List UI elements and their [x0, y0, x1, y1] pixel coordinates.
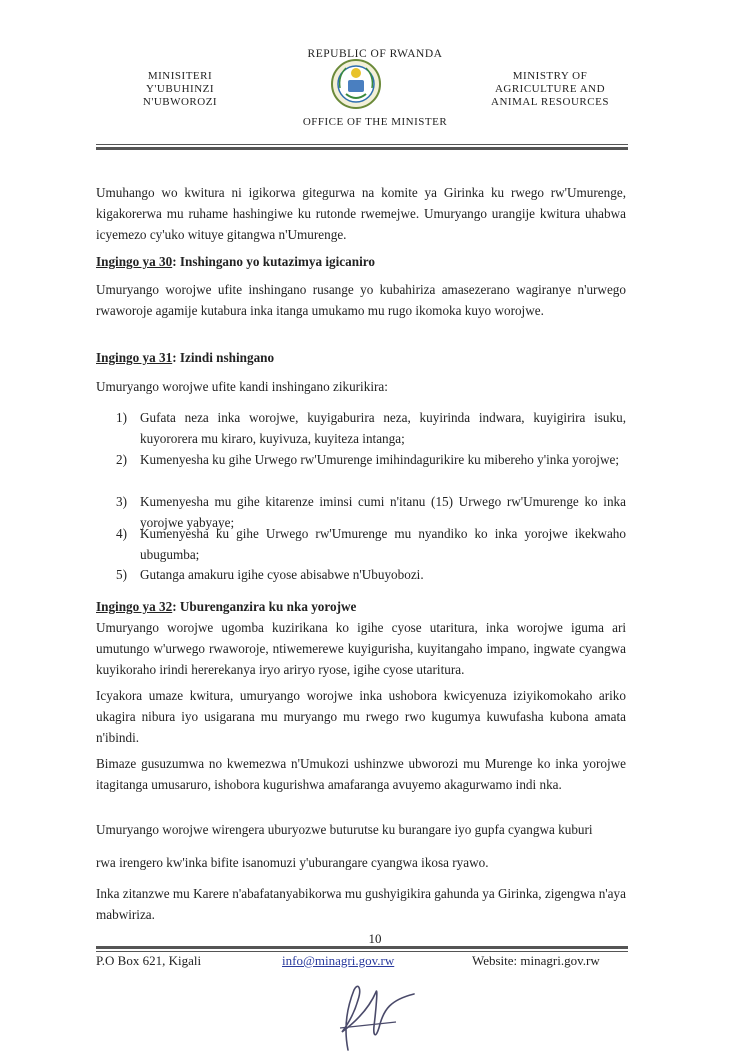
article-30-text: Umuryango worojwe ufite inshingano rusange yo kubahiriza amasezerano wagiranye n'urwego rwaworoje agamije kutabura inka itanga umukamo mu rugo ikomoka kuyo worojwe.	[96, 282, 626, 318]
list-item	[116, 564, 626, 585]
list-item-text: Kumenyesha ku gihe Urwego rw'Umurenge mu nyandiko ko inka yorojwe ikekwaho ubugumba;	[140, 526, 626, 562]
article-32-paragraph-1: Umuryango worojwe ugomba kuzirikana ko igihe cyose utaritura, inka worojwe iguma ari umutungo w'urwego rwaworoje, ntiwemerewe kuyigurisha, kuyitangaho impano, ingwate cyangwa kuyikoraho irindi hererekanya iryo ariryo ryose, igihe cyose utaritura.	[96, 620, 626, 677]
list-item-number: 2)	[116, 452, 127, 467]
list-item-number: 1)	[116, 410, 127, 425]
list-item-text: Gutanga amakuru igihe cyose abisabwe n'Ubuyobozi.	[140, 567, 424, 582]
article-32-title: : Uburenganzira ku nka yorojwe	[172, 599, 357, 614]
article-31-intro: Umuryango worojwe ufite kandi inshingano zikurikira:	[96, 379, 388, 394]
header-right-line: ANIMAL RESOURCES	[491, 96, 609, 108]
paragraph-intro: Umuhango wo kwitura ni igikorwa gitegurwa na komite ya Girinka ku rwego rw'Umurenge, kigakorerwa mu ruhame hashingiwe ku rutonde rwemejwe. Umuryango urangije kwitura uhabwa icyemezo cy'uko wituye gitangwa n'Umurenge.	[96, 185, 626, 242]
article-31-title: : Izindi nshingano	[172, 350, 275, 365]
footer-email-link[interactable]: info@minagri.gov.rw	[282, 953, 395, 968]
list-item-number: 4)	[116, 526, 127, 541]
list-item	[116, 407, 626, 449]
article-32-paragraph-2: Icyakora umaze kwitura, umuryango worojwe inka ushobora kwicyenuza iziyikomokaho ariko ukagira nibura iyo usigarana mu muryango mu rwego rwo kugumya kuwufasha kubona amata n'ibindi.	[96, 688, 626, 745]
header-republic: REPUBLIC OF RWANDA	[307, 48, 443, 60]
article-32-paragraph-6: Inka zitanzwe mu Karere n'abafatanyabikorwa mu gushyigikira gahunda ya Girinka, zigengwa n'aya mabwiriza.	[96, 886, 626, 922]
article-32-paragraph-5: rwa irengero kw'inka bifite isanomuzi y'uburangare cyangwa ikosa ryawo.	[96, 855, 489, 870]
list-item-number: 5)	[116, 567, 127, 582]
header-left-line: Y'UBUHINZI	[145, 83, 215, 95]
header-right-ministry	[470, 70, 630, 109]
list-item-text: Kumenyesha mu gihe kitarenze iminsi cumi n'itanu (15) Urwego rw'Umurenge ko inka yorojwe yabyaye;	[140, 494, 626, 530]
header-right-line: MINISTRY OF	[512, 70, 588, 82]
article-30-heading	[96, 254, 375, 270]
header-left-ministry	[110, 70, 250, 109]
header-rule-thin	[96, 144, 628, 145]
article-31-label: Ingingo ya 31	[96, 350, 173, 365]
article-30-label: Ingingo ya 30	[96, 254, 173, 269]
footer-pobox: P.O Box 621, Kigali	[96, 953, 202, 968]
list-item	[116, 523, 626, 565]
header-rule-thick	[96, 147, 628, 150]
article-31-heading	[96, 350, 274, 366]
footer-rule-thick	[96, 946, 628, 949]
list-item	[116, 449, 626, 470]
article-32-heading	[96, 599, 356, 615]
footer-rule-thin	[96, 951, 628, 952]
list-item-number: 3)	[116, 494, 127, 509]
rwanda-seal-icon	[330, 58, 382, 110]
page-number: 10	[368, 931, 382, 946]
list-item-text: Gufata neza inka worojwe, kuyigaburira neza, kuyirinda indwara, kuyigirira isuku, kuyororera mu kiraro, kuyivuza, kuyiteza intanga;	[140, 410, 626, 446]
header-office: OFFICE OF THE MINISTER	[302, 116, 448, 128]
header-right-line: AGRICULTURE AND	[494, 83, 606, 95]
handwritten-signature	[318, 980, 428, 1055]
article-32-paragraph-4: Umuryango worojwe wirengera uburyozwe buturutse ku burangare iyo gupfa cyangwa kuburi	[96, 822, 593, 837]
header-left-line: MINISITERI	[147, 70, 213, 82]
article-32-paragraph-3: Bimaze gusuzumwa no kwemezwa n'Umukozi ushinzwe ubworozi mu Murenge ko inka yorojwe itagitanga umusaruro, ishobora kugurishwa amafaranga avuyemo akagurwamo indi nka.	[96, 756, 626, 792]
footer-website: Website: minagri.gov.rw	[472, 953, 600, 968]
article-30-title: : Inshingano yo kutazimya igicaniro	[172, 254, 375, 269]
list-item-text: Kumenyesha ku gihe Urwego rw'Umurenge imihindagurikire ku mibereho y'inka yorojwe;	[140, 452, 620, 467]
header-left-line: N'UBWOROZI	[142, 96, 218, 108]
article-32-label: Ingingo ya 32	[96, 599, 173, 614]
